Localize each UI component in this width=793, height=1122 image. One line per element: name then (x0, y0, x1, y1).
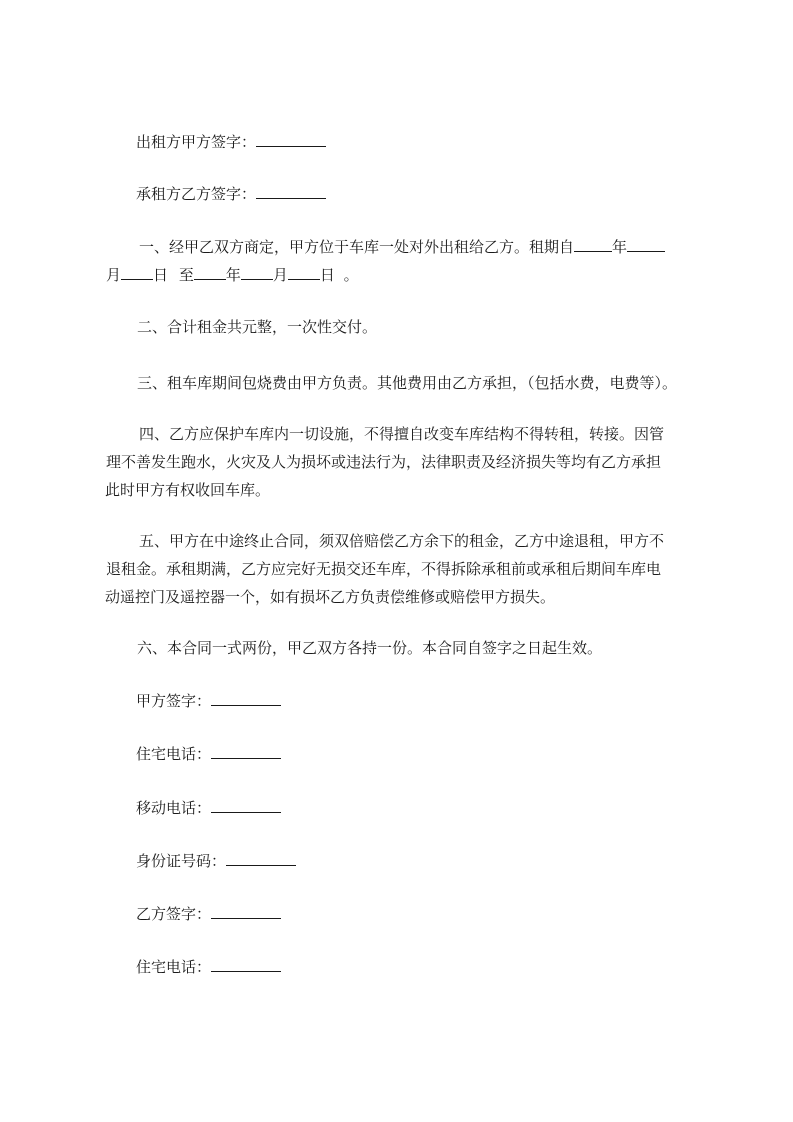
clause-4-line-3: 此时甲方有权收回车库。 (105, 481, 271, 499)
start-month-blank[interactable] (627, 238, 665, 252)
home-phone-a-blank[interactable] (211, 745, 281, 759)
party-a-signature-label: 甲方签字： (136, 692, 212, 710)
end-day-blank[interactable] (288, 266, 320, 280)
home-phone-a-label: 住宅电话： (136, 745, 212, 763)
party-b-signature-line (136, 904, 281, 924)
id-number-line (136, 851, 296, 871)
end-month-label: 月 (272, 266, 288, 284)
clause-4-line-2: 理不善发生跑水，火灾及人为损坏或违法行为，法律职责及经济损失等均有乙方承担 (106, 453, 662, 471)
lessor-signature-line (136, 132, 326, 152)
to-label: 至 (178, 266, 194, 284)
lessee-signature-blank[interactable] (256, 185, 326, 199)
clause-1-text: 一、经甲乙双方商定，甲方位于车库一处对外出租给乙方。租期自 (139, 238, 575, 256)
start-day-label: 日 (153, 266, 169, 284)
lessee-signature-label: 承租方乙方签字： (136, 185, 257, 203)
clause-1-line-2 (106, 265, 359, 285)
start-day-blank[interactable] (121, 266, 153, 280)
end-day-label: 日 (319, 266, 335, 284)
party-a-signature-line (136, 691, 281, 711)
clause-2: 二、合计租金共元整，一次性交付。 (137, 318, 378, 336)
clause-5-line-2: 退租金。承租期满，乙方应完好无损交还车库，不得拆除承租前或承租后期间车库电 (106, 560, 662, 578)
clause-1-end: 。 (343, 266, 359, 284)
start-month-label: 月 (106, 266, 122, 284)
clause-4-line-1: 四、乙方应保护车库内一切设施，不得擅自改变车库结构不得转租，转接。因管 (139, 425, 665, 443)
home-phone-b-label: 住宅电话： (136, 958, 212, 976)
lessor-signature-label: 出租方甲方签字： (136, 133, 257, 151)
clause-5-line-3: 动遥控门及遥控器一个，如有损坏乙方负责偿维修或赔偿甲方损失。 (105, 588, 556, 606)
clause-1-line-1 (139, 237, 665, 257)
end-year-blank[interactable] (194, 266, 226, 280)
party-a-signature-blank[interactable] (211, 692, 281, 706)
lessee-signature-line (136, 184, 326, 204)
end-year-label: 年 (225, 266, 241, 284)
clause-5-line-1: 五、甲方在中途终止合同，须双倍赔偿乙方余下的租金，乙方中途退租，甲方不 (139, 532, 665, 550)
end-month-blank[interactable] (241, 266, 273, 280)
clause-3: 三、租车库期间包烧费由甲方负责。其他费用由乙方承担，（包括水费，电费等）。 (137, 374, 678, 392)
home-phone-b-line (136, 957, 281, 977)
mobile-phone-label: 移动电话： (136, 799, 212, 817)
mobile-phone-line (136, 798, 281, 818)
id-number-blank[interactable] (226, 852, 296, 866)
home-phone-b-blank[interactable] (211, 958, 281, 972)
lessor-signature-blank[interactable] (256, 133, 326, 147)
start-year-label: 年 (612, 238, 628, 256)
mobile-phone-blank[interactable] (211, 799, 281, 813)
party-b-signature-blank[interactable] (211, 905, 281, 919)
party-b-signature-label: 乙方签字： (136, 905, 212, 923)
id-number-label: 身份证号码： (136, 852, 227, 870)
home-phone-a-line (136, 744, 281, 764)
clause-6: 六、本合同一式两份，甲乙双方各持一份。本合同自签字之日起生效。 (137, 639, 603, 657)
start-year-blank[interactable] (574, 238, 612, 252)
